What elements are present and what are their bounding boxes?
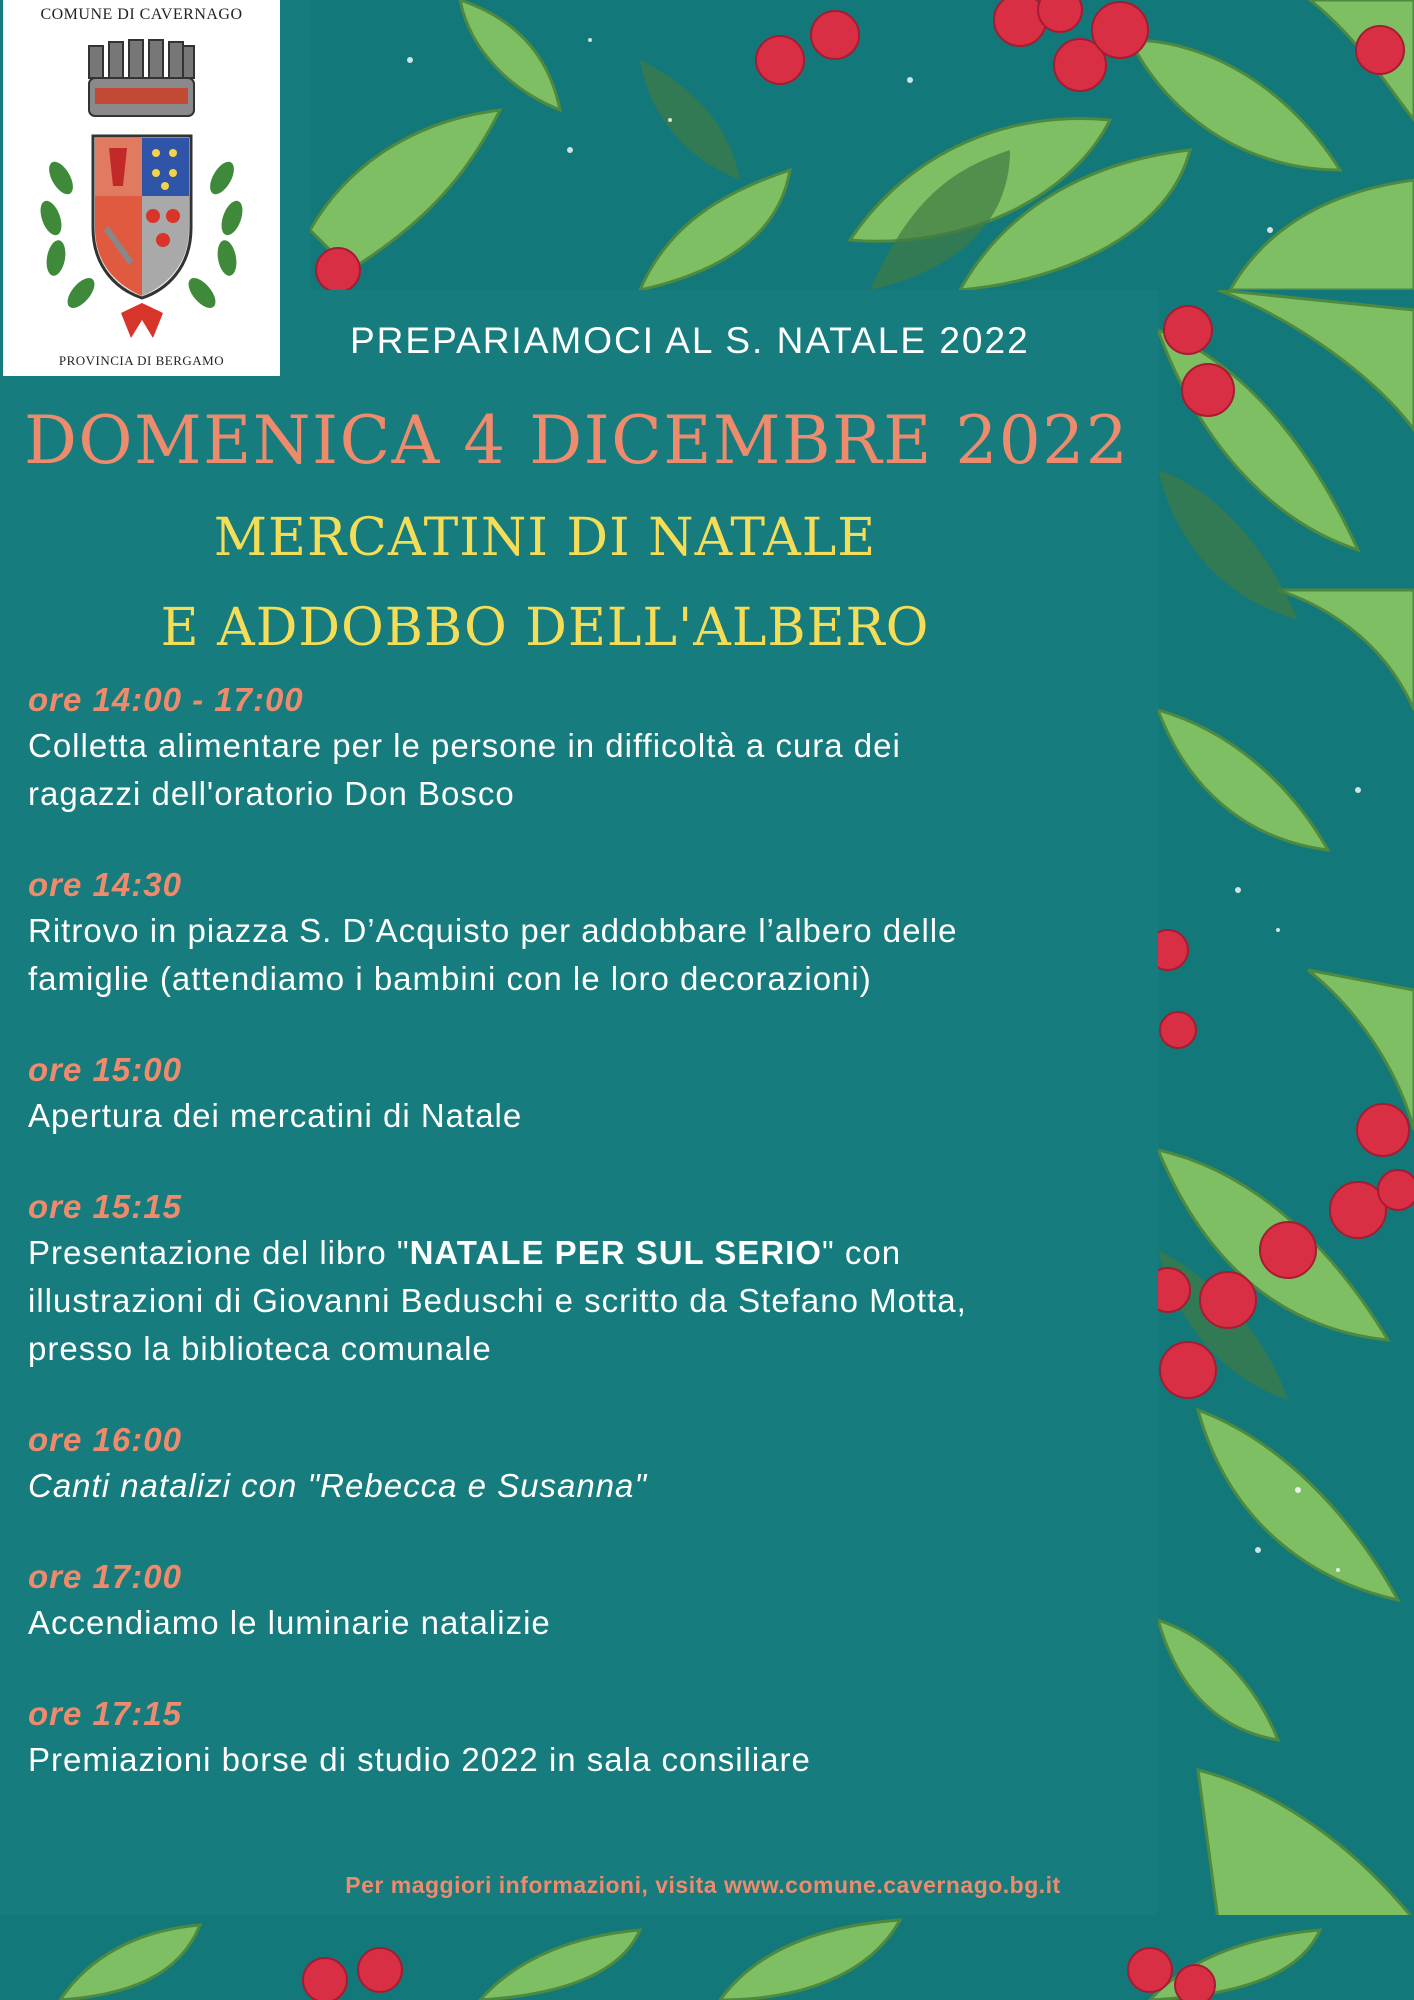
event-schedule <box>28 678 1138 1784</box>
event-time: ore 14:30 <box>28 866 182 903</box>
event-description-line: Canti natalizi con "Rebecca e Susanna" <box>28 1467 648 1504</box>
book-intro-text: Presentazione del libro " <box>28 1234 410 1271</box>
schedule-item <box>28 1418 1138 1510</box>
coat-of-arms-icon <box>11 28 272 348</box>
book-intro-suffix: " con <box>821 1234 902 1271</box>
date-title: DOMENICA 4 DICEMBRE 2022 <box>24 402 1130 479</box>
holly-decoration-top <box>310 0 1414 290</box>
event-description-line: Ritrovo in piazza S. D’Acquisto per addobbare l’albero delle <box>28 912 958 949</box>
event-description-line: Accendiamo le luminarie natalizie <box>28 1604 551 1641</box>
schedule-item <box>28 678 1138 818</box>
event-description-line <box>28 1229 1138 1277</box>
event-time: ore 15:15 <box>28 1188 182 1225</box>
headline-line-2: E ADDOBBO DELL'ALBERO <box>160 598 930 658</box>
event-description-line: illustrazioni di Giovanni Beduschi e scritto da Stefano Motta, <box>28 1282 967 1319</box>
holly-decoration-right <box>1158 290 1414 1920</box>
schedule-item <box>28 1048 1138 1140</box>
book-title: NATALE PER SUL SERIO <box>409 1234 822 1271</box>
event-time: ore 14:00 - 17:00 <box>28 681 304 718</box>
schedule-item <box>28 863 1138 1003</box>
event-time: ore 17:00 <box>28 1558 182 1595</box>
event-subtitle: PREPARIAMOCI AL S. NATALE 2022 <box>350 320 1030 361</box>
event-time: ore 15:00 <box>28 1051 182 1088</box>
event-description-line: Premiazioni borse di studio 2022 in sala consiliare <box>28 1741 811 1778</box>
schedule-item <box>28 1185 1138 1373</box>
logo-bottom-text: PROVINCIA DI BERGAMO <box>58 353 225 368</box>
event-time: ore 16:00 <box>28 1421 182 1458</box>
footer-info-text: Per maggiori informazioni, visita www.comune.cavernago.bg.it <box>345 1872 1061 1898</box>
municipality-logo <box>3 0 280 376</box>
footer-info <box>0 1872 1414 1899</box>
headline-line-1: MERCATINI DI NATALE <box>213 508 877 568</box>
event-time: ore 17:15 <box>28 1695 182 1732</box>
holly-decoration-bottom <box>0 1915 1414 2000</box>
logo-top-text: COMUNE DI CAVERNAGO <box>40 6 243 23</box>
schedule-item <box>28 1692 1138 1784</box>
event-description-line: ragazzi dell'oratorio Don Bosco <box>28 775 515 812</box>
event-description-line: Colletta alimentare per le persone in difficoltà a cura dei <box>28 727 901 764</box>
event-description-line: presso la biblioteca comunale <box>28 1330 492 1367</box>
event-description-line: famiglie (attendiamo i bambini con le loro decorazioni) <box>28 960 872 997</box>
event-description-line: Apertura dei mercatini di Natale <box>28 1097 523 1134</box>
schedule-item <box>28 1555 1138 1647</box>
